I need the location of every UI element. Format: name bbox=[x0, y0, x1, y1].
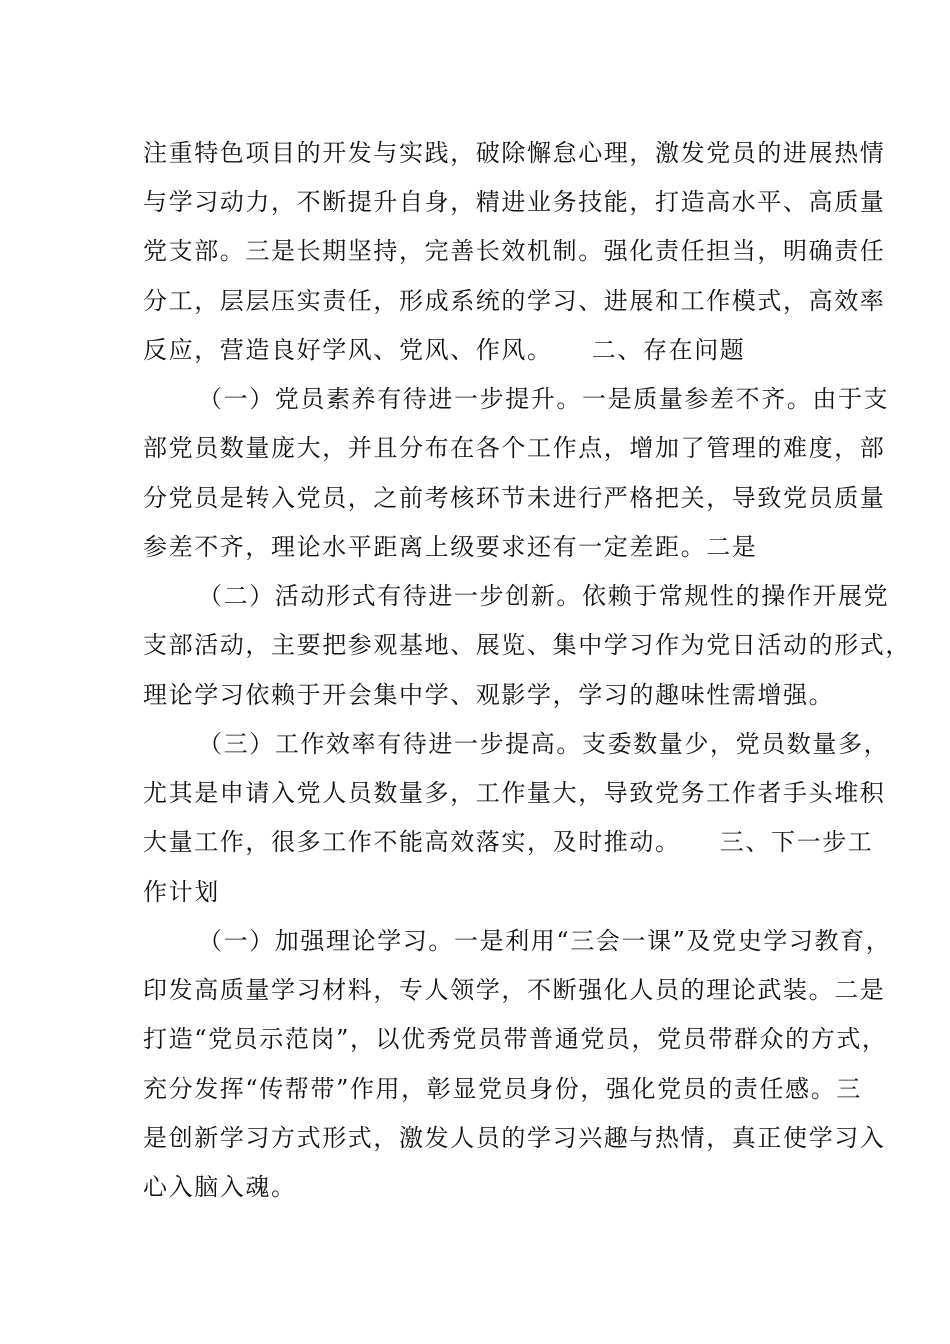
paragraph-line: 党支部。三是长期坚持，完善长效机制。强化责任担当，明确责任 bbox=[143, 237, 886, 265]
paragraph-line: 是创新学习方式形式，激发人员的学习兴趣与热情，真正使学习入 bbox=[143, 1124, 886, 1152]
paragraph-line: （三）工作效率有待进一步提高。支委数量少，党员数量多， bbox=[198, 730, 890, 758]
paragraph-line: （二）活动形式有待进一步创新。依赖于常规性的操作开展党 bbox=[198, 582, 890, 610]
paragraph-line: 大量工作，很多工作不能高效落实，及时推动。 三、下一步工 bbox=[143, 828, 874, 856]
paragraph-line: 打造“党员示范岗”，以优秀党员带普通党员，党员带群众的方式， bbox=[143, 1025, 888, 1053]
paragraph-line: 尤其是申请入党人员数量多，工作量大，导致党务工作者手头堆积 bbox=[143, 779, 886, 807]
paragraph-line: 分工，层层压实责任，形成系统的学习、进展和工作模式，高效率 bbox=[143, 287, 886, 315]
paragraph-line: 充分发挥“传帮带”作用，彰显党员身份，强化党员的责任感。三 bbox=[143, 1075, 862, 1103]
paragraph-line: 理论学习依赖于开会集中学、观影学，学习的趣味性需增强。 bbox=[143, 681, 835, 709]
paragraph-line: 作计划 bbox=[143, 878, 220, 906]
paragraph-line: 注重特色项目的开发与实践，破除懈怠心理，激发党员的进展热情 bbox=[143, 139, 886, 167]
paragraph-line: 部党员数量庞大，并且分布在各个工作点，增加了管理的难度，部 bbox=[143, 434, 886, 462]
paragraph-line: （一）党员素养有待进一步提升。一是质量参差不齐。由于支 bbox=[198, 385, 890, 413]
paragraph-line: 参差不齐，理论水平距离上级要求还有一定差距。二是 bbox=[143, 533, 758, 561]
paragraph-line: 印发高质量学习材料，专人领学，不断强化人员的理论武装。二是 bbox=[143, 976, 886, 1004]
paragraph-line: 分党员是转入党员，之前考核环节未进行严格把关，导致党员质量 bbox=[143, 484, 886, 512]
paragraph-line: 支部活动，主要把参观基地、展览、集中学习作为党日活动的形式， bbox=[143, 631, 911, 659]
paragraph-line: 与学习动力，不断提升自身，精进业务技能，打造高水平、高质量 bbox=[143, 188, 886, 216]
paragraph-line: （一）加强理论学习。一是利用“三会一课”及党史学习教育， bbox=[198, 927, 892, 955]
paragraph-line: 反应，营造良好学风、党风、作风。 二、存在问题 bbox=[143, 336, 746, 364]
paragraph-line: 心入脑入魂。 bbox=[143, 1173, 297, 1201]
